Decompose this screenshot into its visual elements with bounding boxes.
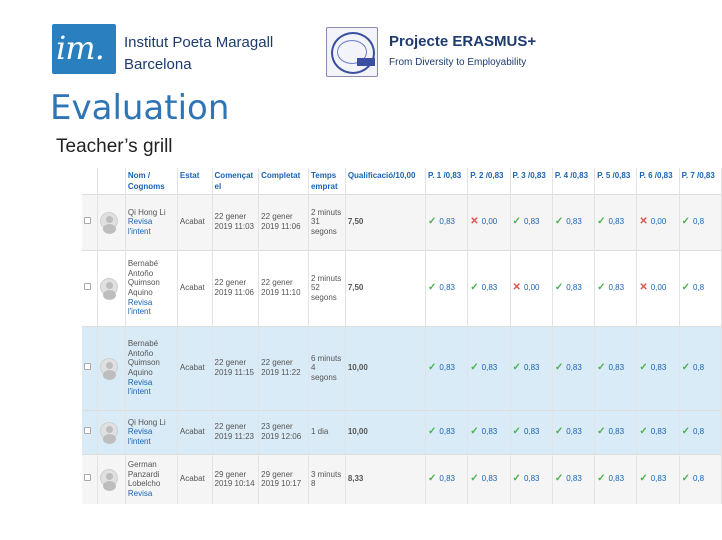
row-select-checkbox[interactable] xyxy=(84,474,91,481)
check-icon: ✓ xyxy=(597,426,606,438)
check-icon: ✓ xyxy=(681,473,690,485)
question-7-mark[interactable]: ✓ 0,8 xyxy=(679,410,721,454)
review-attempt-link[interactable]: Revisa l'intent xyxy=(127,377,153,397)
table-body xyxy=(82,194,722,504)
grade-link[interactable]: 7,50 xyxy=(345,250,425,326)
time-taken: 1 dia xyxy=(308,410,345,454)
question-1-mark[interactable]: ✓ 0,83 xyxy=(426,454,468,504)
question-5-mark[interactable]: ✓ 0,83 xyxy=(595,250,637,326)
col-header-q5[interactable]: P. 5 /0,83 xyxy=(595,168,637,194)
grades-table-screenshot xyxy=(82,168,715,506)
row-select-checkbox[interactable] xyxy=(84,217,91,224)
col-header-q2[interactable]: P. 2 /0,83 xyxy=(468,168,510,194)
col-header-state[interactable]: Estat xyxy=(177,168,212,194)
question-5-mark[interactable]: ✓ 0,83 xyxy=(595,454,637,504)
question-7-mark[interactable]: ✓ 0,8 xyxy=(679,250,721,326)
institution-header xyxy=(52,24,322,76)
question-4-mark[interactable]: ✓ 0,83 xyxy=(552,326,594,410)
table-row xyxy=(82,250,722,326)
student-name-link[interactable]: German Panzardi Lobelcho xyxy=(127,460,161,489)
completed-on: 29 gener 2019 10:17 xyxy=(259,454,309,504)
question-6-mark[interactable]: ✕ 0,00 xyxy=(637,250,679,326)
started-on: 22 gener 2019 11:06 xyxy=(212,250,259,326)
question-7-mark[interactable]: ✓ 0,8 xyxy=(679,326,721,410)
question-2-mark[interactable]: ✓ 0,83 xyxy=(468,410,510,454)
question-6-mark[interactable]: ✕ 0,00 xyxy=(637,194,679,250)
time-taken: 6 minuts 4 segons xyxy=(308,326,345,410)
col-header-q7[interactable]: P. 7 /0,83 xyxy=(679,168,721,194)
completed-on: 22 gener 2019 11:22 xyxy=(259,326,309,410)
completed-on: 23 gener 2019 12:06 xyxy=(259,410,309,454)
review-attempt-link[interactable]: Revisa xyxy=(127,488,153,498)
institution-name: Institut Poeta Maragall xyxy=(124,34,274,51)
question-3-mark[interactable]: ✕ 0,00 xyxy=(510,250,552,326)
attempt-state: Acabat xyxy=(177,454,212,504)
cross-icon: ✕ xyxy=(470,216,479,228)
institution-logo: im. xyxy=(52,24,116,74)
table-header-row xyxy=(82,168,722,194)
started-on: 22 gener 2019 11:23 xyxy=(212,410,259,454)
question-7-mark[interactable]: ✓ 0,8 xyxy=(679,454,721,504)
check-icon: ✓ xyxy=(512,362,521,374)
review-attempt-link[interactable]: Revisa l'intent xyxy=(127,427,153,446)
check-icon: ✓ xyxy=(681,282,690,294)
question-6-mark[interactable]: ✓ 0,83 xyxy=(637,410,679,454)
check-icon: ✓ xyxy=(639,473,648,485)
time-taken: 2 minuts 31 segons xyxy=(308,194,345,250)
cross-icon: ✕ xyxy=(639,282,648,294)
check-icon: ✓ xyxy=(597,473,606,485)
question-1-mark[interactable]: ✓ 0,83 xyxy=(426,326,468,410)
check-icon: ✓ xyxy=(428,216,437,228)
review-attempt-link[interactable]: Revisa l'intent xyxy=(127,217,153,236)
col-header-time[interactable]: Temps emprat xyxy=(308,168,345,194)
check-icon: ✓ xyxy=(512,426,521,438)
check-icon: ✓ xyxy=(597,362,606,374)
grades-table xyxy=(82,168,722,504)
started-on: 22 gener 2019 11:15 xyxy=(212,326,259,410)
col-header-q1[interactable]: P. 1 /0,83 xyxy=(426,168,468,194)
attempt-state: Acabat xyxy=(177,194,212,250)
check-icon: ✓ xyxy=(428,282,437,294)
check-icon: ✓ xyxy=(554,282,564,294)
cross-icon: ✕ xyxy=(639,216,648,228)
project-subtitle: From Diversity to Employability xyxy=(389,57,527,68)
check-icon: ✓ xyxy=(428,473,437,485)
check-icon: ✓ xyxy=(681,362,690,374)
question-1-mark[interactable]: ✓ 0,83 xyxy=(426,250,468,326)
check-icon: ✓ xyxy=(428,362,437,374)
check-icon: ✓ xyxy=(470,426,479,438)
question-4-mark[interactable]: ✓ 0,83 xyxy=(552,194,594,250)
check-icon: ✓ xyxy=(639,426,648,438)
grade-link[interactable]: 7,50 xyxy=(345,194,425,250)
question-4-mark[interactable]: ✓ 0,83 xyxy=(552,410,594,454)
time-taken: 3 minuts 8 xyxy=(308,454,345,504)
attempt-state: Acabat xyxy=(177,326,212,410)
row-select-checkbox[interactable] xyxy=(84,427,91,434)
project-title: Projecte ERASMUS+ xyxy=(389,33,537,50)
check-icon: ✓ xyxy=(554,426,564,438)
slide-title: Evaluation xyxy=(50,88,230,128)
slide-subtitle: Teacher’s grill xyxy=(56,136,173,157)
table-row xyxy=(82,194,722,250)
student-name-link[interactable]: Qi Hong Li xyxy=(127,207,166,217)
row-select-checkbox[interactable] xyxy=(84,283,91,290)
question-6-mark[interactable]: ✓ 0,83 xyxy=(637,454,679,504)
completed-on: 22 gener 2019 11:06 xyxy=(259,194,309,250)
started-on: 22 gener 2019 11:03 xyxy=(212,194,259,250)
attempt-state: Acabat xyxy=(177,250,212,326)
grade-link[interactable]: 10,00 xyxy=(345,326,425,410)
student-name-link[interactable]: Bernabé Antoño Quimson Aquino xyxy=(127,259,160,297)
col-header-started[interactable]: Començat el xyxy=(212,168,259,194)
check-icon: ✓ xyxy=(597,216,606,228)
question-3-mark[interactable]: ✓ 0,83 xyxy=(510,410,552,454)
erasmus-project-logo xyxy=(326,27,378,77)
col-header-name[interactable]: Nom / Cognoms xyxy=(125,168,177,194)
cross-icon: ✕ xyxy=(512,282,521,294)
review-attempt-link[interactable]: Revisa l'intent xyxy=(127,297,153,317)
question-3-mark[interactable]: ✓ 0,83 xyxy=(510,454,552,504)
student-name-link[interactable]: Qi Hong Li xyxy=(127,417,166,427)
check-icon: ✓ xyxy=(681,426,690,438)
check-icon: ✓ xyxy=(470,473,479,485)
question-3-mark[interactable]: ✓ 0,83 xyxy=(510,194,552,250)
student-name-link[interactable]: Bernabé Antoño Quimson Aquino xyxy=(127,339,160,377)
col-header-q3[interactable]: P. 3 /0,83 xyxy=(510,168,552,194)
started-on: 29 gener 2019 10:14 xyxy=(212,454,259,504)
question-2-mark[interactable]: ✓ 0,83 xyxy=(468,326,510,410)
user-avatar-icon xyxy=(100,358,118,376)
col-header-q6[interactable]: P. 6 /0,83 xyxy=(637,168,679,194)
time-taken: 2 minuts 52 segons xyxy=(308,250,345,326)
check-icon: ✓ xyxy=(554,362,564,374)
completed-on: 22 gener 2019 11:10 xyxy=(259,250,309,326)
check-icon: ✓ xyxy=(597,282,606,294)
col-header-q4[interactable]: P. 4 /0,83 xyxy=(552,168,594,194)
check-icon: ✓ xyxy=(428,426,437,438)
question-2-mark[interactable]: ✓ 0,83 xyxy=(468,454,510,504)
row-select-checkbox[interactable] xyxy=(84,363,91,370)
question-3-mark[interactable]: ✓ 0,83 xyxy=(510,326,552,410)
check-icon: ✓ xyxy=(639,362,648,374)
grade-link[interactable]: 10,00 xyxy=(345,410,425,454)
question-1-mark[interactable]: ✓ 0,83 xyxy=(426,194,468,250)
attempt-state: Acabat xyxy=(177,410,212,454)
institution-city: Barcelona xyxy=(124,56,192,73)
check-icon: ✓ xyxy=(554,473,564,485)
question-5-mark[interactable]: ✓ 0,83 xyxy=(595,326,637,410)
user-avatar-icon xyxy=(100,422,118,440)
question-1-mark[interactable]: ✓ 0,83 xyxy=(426,410,468,454)
check-icon: ✓ xyxy=(681,216,690,228)
check-icon: ✓ xyxy=(470,362,479,374)
user-avatar-icon xyxy=(100,212,118,230)
question-4-mark[interactable]: ✓ 0,83 xyxy=(552,250,594,326)
question-5-mark[interactable]: ✓ 0,83 xyxy=(595,194,637,250)
user-avatar-icon xyxy=(100,469,118,487)
check-icon: ✓ xyxy=(512,216,521,228)
col-header-completed[interactable]: Completat xyxy=(259,168,309,194)
question-2-mark[interactable]: ✕ 0,00 xyxy=(468,194,510,250)
check-icon: ✓ xyxy=(554,216,564,228)
question-4-mark[interactable]: ✓ 0,83 xyxy=(552,454,594,504)
question-2-mark[interactable]: ✓ 0,83 xyxy=(468,250,510,326)
question-7-mark[interactable]: ✓ 0,8 xyxy=(679,194,721,250)
check-icon: ✓ xyxy=(470,282,479,294)
question-5-mark[interactable]: ✓ 0,83 xyxy=(595,410,637,454)
table-row xyxy=(82,326,722,410)
col-header-grade[interactable]: Qualificació/10,00 xyxy=(345,168,425,194)
table-row xyxy=(82,454,722,504)
user-avatar-icon xyxy=(100,278,118,296)
table-row xyxy=(82,410,722,454)
question-6-mark[interactable]: ✓ 0,83 xyxy=(637,326,679,410)
check-icon: ✓ xyxy=(512,473,521,485)
grade-link[interactable]: 8,33 xyxy=(345,454,425,504)
